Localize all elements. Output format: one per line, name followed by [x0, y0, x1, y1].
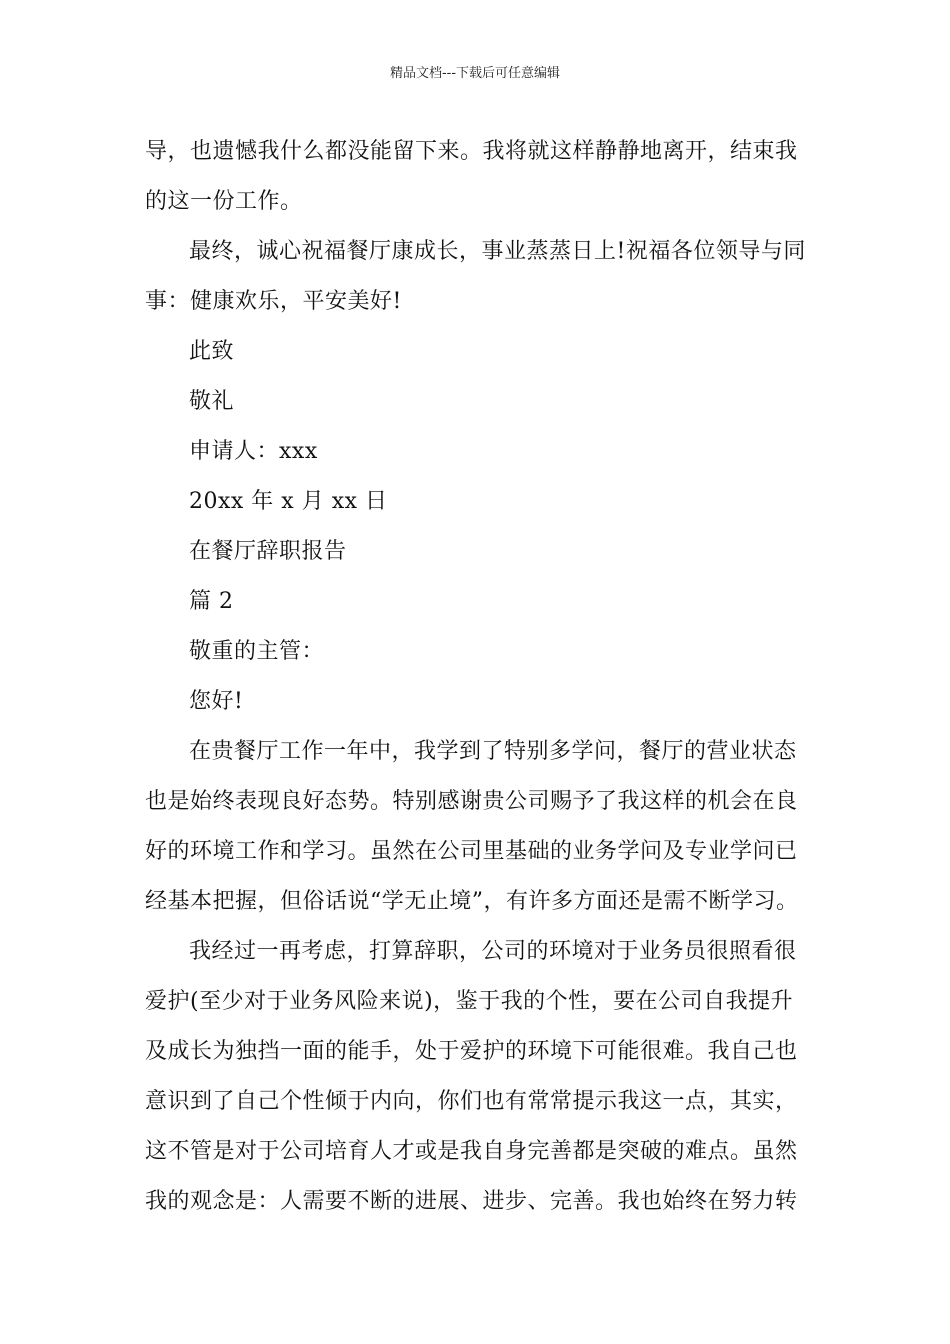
section-title: 在餐厅辞职报告	[189, 539, 347, 564]
closing-line: 敬礼	[189, 389, 235, 414]
text-line: 也是始终表现良好态势。特别感谢贵公司赐予了我这样的机会在良	[145, 789, 798, 814]
text-line: 的这一份工作。	[145, 189, 303, 214]
section-number: 篇 2	[189, 589, 234, 614]
text-line: 我的观念是：人需要不断的进展、进步、完善。我也始终在努力转	[145, 1189, 798, 1214]
text-line: 我经过一再考虑，打算辞职，公司的环境对于业务员很照看很	[189, 939, 797, 964]
document-body	[145, 127, 810, 1227]
greeting: 您好!	[189, 689, 244, 714]
text-line: 在贵餐厅工作一年中，我学到了特别多学问，餐厅的营业状态	[189, 739, 797, 764]
text-line: 意识到了自己个性倾于内向，你们也有常常提示我这一点，其实，	[145, 1089, 798, 1114]
text-line: 这不管是对于公司培育人才或是我自身完善都是突破的难点。虽然	[145, 1139, 798, 1164]
text-line: 及成长为独挡一面的能手，处于爱护的环境下可能很难。我自己也	[145, 1039, 798, 1064]
date-line: 20xx 年 x 月 xx 日	[189, 489, 388, 514]
salutation: 敬重的主管：	[189, 639, 325, 664]
applicant-line: 申请人：xxx	[189, 439, 318, 464]
text-line: 事：健康欢乐，平安美好!	[145, 289, 402, 314]
text-line: 导，也遗憾我什么都没能留下来。我将就这样静静地离开，结束我	[145, 139, 798, 164]
closing-line: 此致	[189, 339, 235, 364]
text-line: 爱护(至少对于业务风险来说)，鉴于我的个性，要在公司自我提升	[145, 989, 794, 1014]
text-line: 最终，诚心祝福餐厅康成长，事业蒸蒸日上!祝福各位领导与同	[189, 239, 806, 264]
page-header: 精品文档---下载后可任意编辑	[389, 66, 561, 81]
text-line: 经基本把握，但俗话说“学无止境”，有许多方面还是需不断学习。	[145, 889, 799, 914]
text-line: 好的环境工作和学习。虽然在公司里基础的业务学问及专业学问已	[145, 839, 798, 864]
